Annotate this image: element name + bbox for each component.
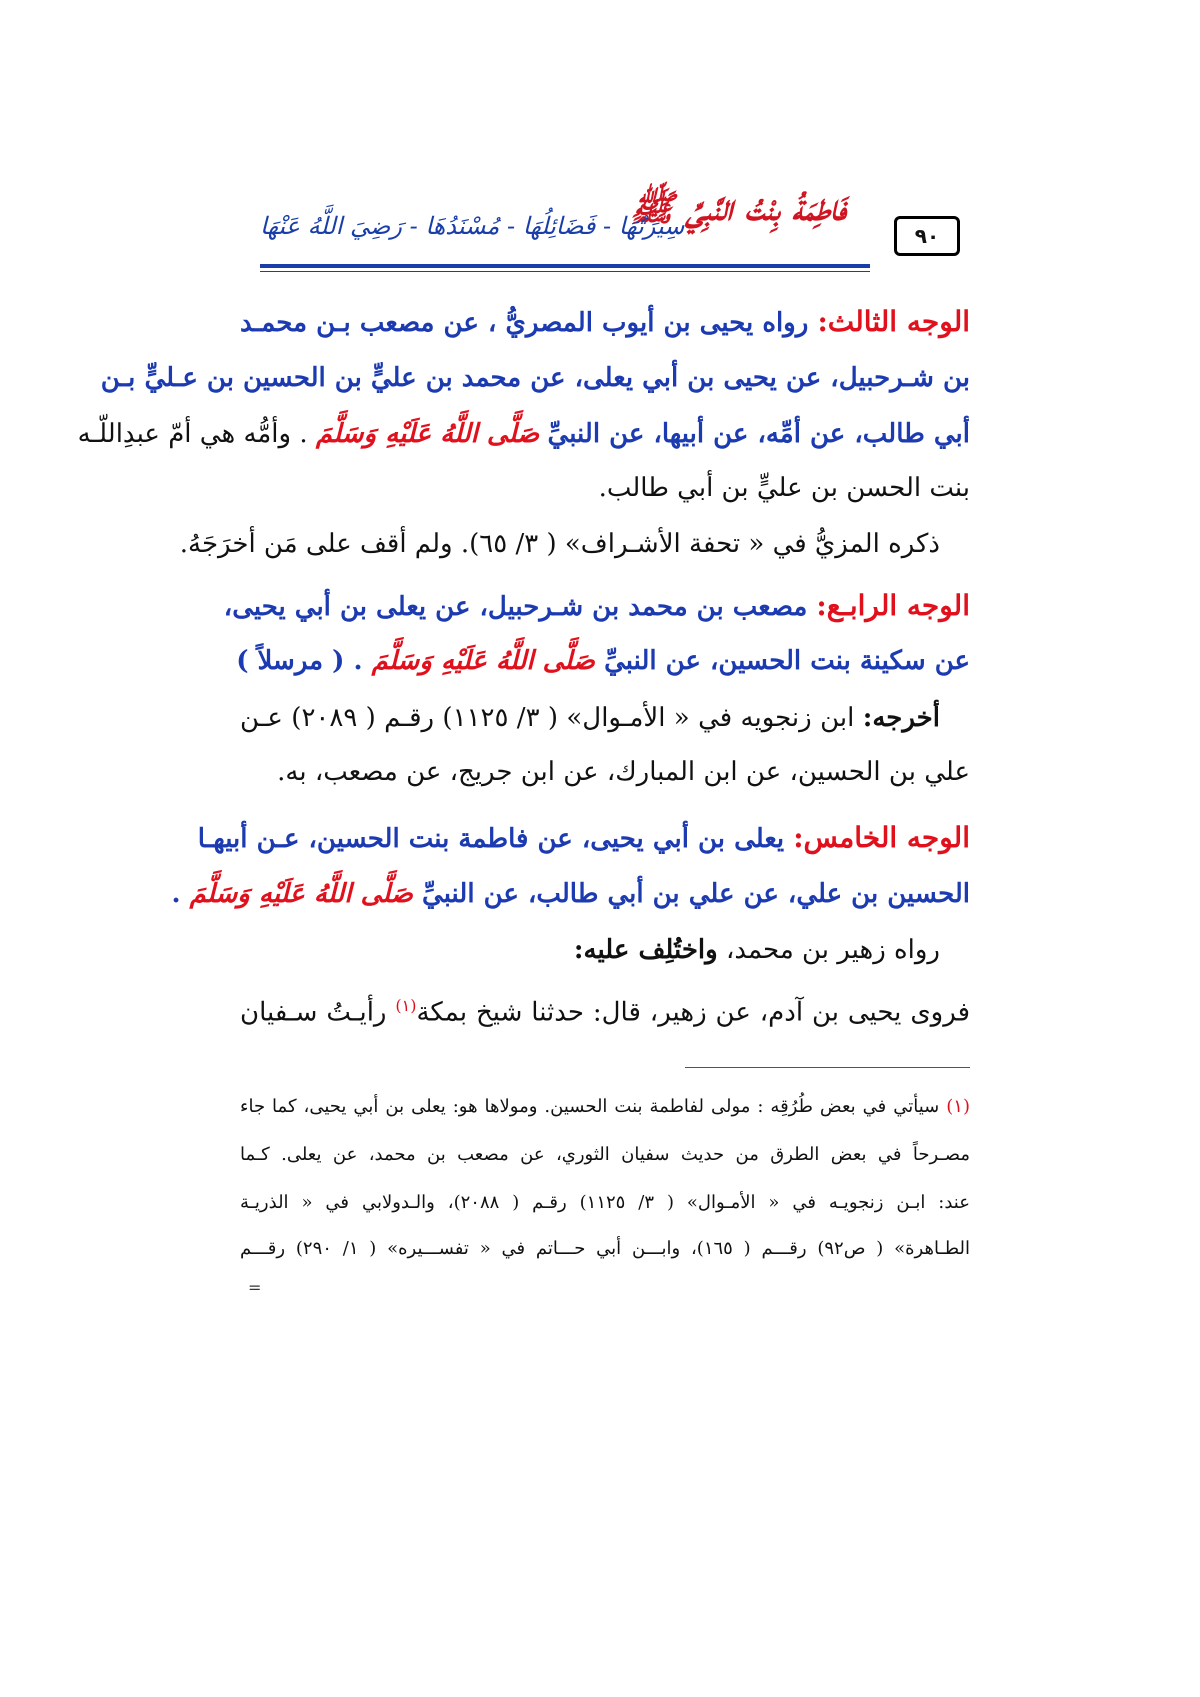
footnote-line: (١) سيأتي في بعض طُرُقِه : مولى لفاطمة بنت الحسين. ومولاها هو: يعلى بن أبي يحيى، كما جاء [240,1096,970,1117]
section-label-third: الوجه الثالث: [817,305,971,338]
paragraph-line: الوجه الثالث: رواه يحيى بن أيوب المصريُّ ، عن مصعب بـن محمـد [240,305,971,338]
book-title: فَاطِمَةُ بِنْتُ النَّبِيِّ ﷺ [630,187,846,229]
footnote-marker: (١) [946,1096,970,1117]
main-text [77,0,971,1300]
paragraph-line: علي بن الحسين، عن ابن المبارك، عن ابن جريج، عن مصعب، به. [277,757,970,787]
paragraph-line: الوجه الخامس: يعلى بن أبي يحيى، عن فاطمة بنت الحسين، عـن أبيهـا [197,821,970,854]
book-subtitle: سِيرَتُهَا - فَضَائِلُهَا - مُسْنَدُهَا - رَضِيَ اللَّهُ عَنْهَا [260,212,685,240]
salla-honorific: صَلَّى اللَّهُ عَلَيْهِ وَسَلَّمَ [189,879,413,909]
footnote-reference[interactable]: (١) [395,996,417,1015]
paragraph-line: ذكره المزيُّ في « تحفة الأشـراف» ( ٣/ ٦٥). ولم أقف على مَن أخرَجَهُ. [179,529,940,559]
paragraph-line: بنت الحسن بن عليٍّ بن أبي طالب. [598,473,970,503]
paragraph-line: فروى يحيى بن آدم، عن زهير، قال: حدثنا شيخ بمكة$^{(١)}$ رأيـتُ سـفيان [240,996,971,1028]
footnote-line: الطـاهرة» ( ص٩٢) رقـــم ( ١٦٥)، وابـــن أبي حـــاتم في « تفســـيره» ( ١/ ٢٩٠) رقـــم [240,1238,970,1259]
footnote-line: عند: ابـن زنجويـه في « الأمـوال» ( ٣/ ١١٢٥) رقـم ( ٢٠٨٨)، والـدولابي في « الذريـة [240,1192,970,1213]
page-number: ٩٠ [894,216,960,256]
salla-honorific: صَلَّى اللَّهُ عَلَيْهِ وَسَلَّمَ [371,646,596,676]
paragraph-line: بن شـرحبيل، عن يحيى بن أبي يعلى، عن محمد بن عليٍّ بن الحسين بن عـليٍّ بـن [100,363,970,393]
paragraph-line: رواه زهير بن محمد، واختُلِف عليه: [573,935,940,965]
salla-honorific: صَلَّى اللَّهُ عَلَيْهِ وَسَلَّمَ [315,419,540,449]
paragraph-line: الحسين بن علي، عن علي بن أبي طالب، عن النبيِّ صَلَّى اللَّهُ عَلَيْهِ وَسَلَّمَ . [171,879,970,909]
footnote-line: مصـرحاً في بعض الطرق من حديث سفيان الثوري، عن مصعب بن محمد، عن يعلى. كـما [240,1144,970,1165]
paragraph-line: الوجه الرابـع: مصعب بن محمد بن شـرحبيل، عن يعلى بن أبي يحيى، [223,589,970,622]
paragraph-line: أخرجه: ابن زنجويه في « الأمـوال» ( ٣/ ١١٢٥) رقـم ( ٢٠٨٩) عـن [240,703,940,733]
paragraph-line: أبي طالب، عن أمِّه، عن أبيها، عن النبيِّ صَلَّى اللَّهُ عَلَيْهِ وَسَلَّمَ . وأمُّه هي أمّ عبدِاللّـه [77,419,970,449]
section-label-fourth: الوجه الرابـع: [816,589,970,622]
paragraph-line: عن سكينة بنت الحسين، عن النبيِّ صَلَّى اللَّهُ عَلَيْهِ وَسَلَّمَ . ( مرسلاً ) [236,646,970,676]
footnote-separator [685,1067,970,1068]
footnote-continuation-mark: = [248,1278,262,1297]
section-label-fifth: الوجه الخامس: [793,821,970,854]
